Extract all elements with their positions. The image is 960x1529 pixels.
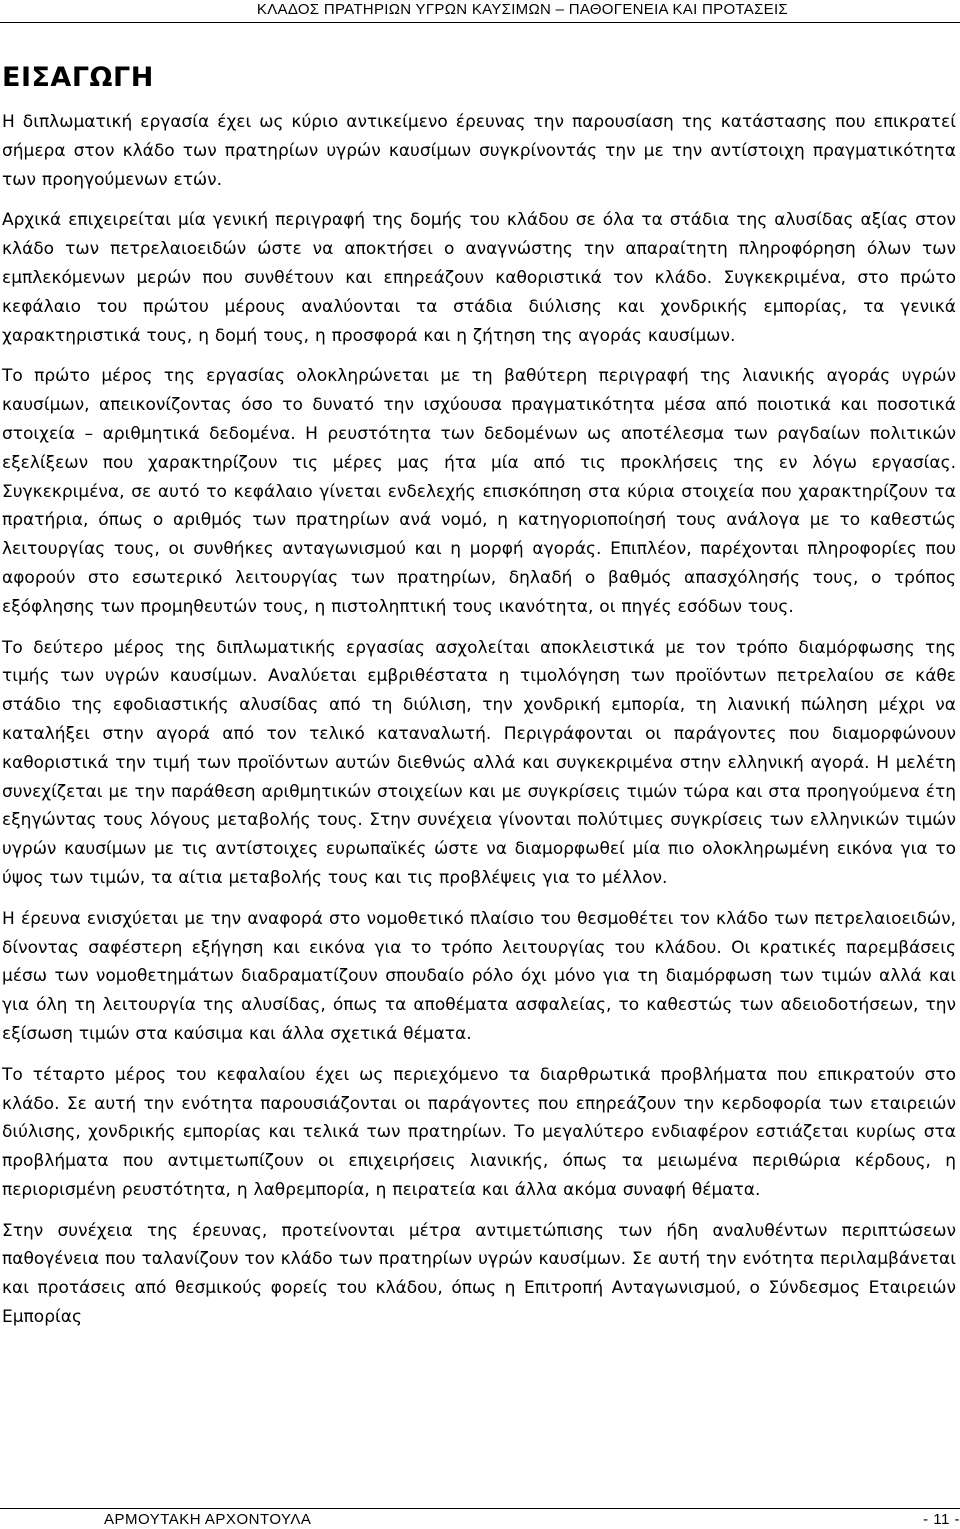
page-number: - 11 - — [923, 1511, 960, 1528]
paragraph-7: Στην συνέχεια της έρευνας, προτείνονται μέτρα αντιμετώπισης των ήδη αναλυθέντων περιπτώσεων παθογένεια που ταλανίζουν τον κλάδο των πρατηρίων υγρών καυσίμων. Σε αυτή την ενότητα περιλαμβάνεται και προτάσεις από θεσμικούς φορείς του κλάδου, όπως η Επιτροπή Ανταγωνισμού, ο Σύνδεσμος Εταιρειών Εμπορίας — [2, 1220, 956, 1328]
footer-divider — [0, 1508, 960, 1509]
paragraph-3: Το πρώτο μέρος της εργασίας ολοκληρώνεται με τη βαθύτερη περιγραφή της λιανικής αγοράς υγρών καυσίμων, απεικονίζοντας όσο το δυνατό την ισχύουσα πραγματικότητα μέσα από ποιοτικά και ποσοτικά στοιχεία – αριθμητικά δεδομένα. Η ρευστότητα των δεδομένων ως αποτέλεσμα των ραγδαίων πολιτικών εξελίξεων που χαρακτηρίζουν τις μέρες μας ήτα μία από τις προκλήσεις της εν λόγω εργασίας. Συγκεκριμένα, σε αυτό το κεφάλαιο γίνεται ενδελεχής επισκόπηση στα κύρια στοιχεία που χαρακτηρίζουν τα πρατήρια, όπως ο αριθμός των πρατηρίων ανά νομό, η κατηγοριοποίησή τους ανάλογα με το καθεστώς λειτουργίας τους, οι συνθήκες ανταγωνισμού και η μορφή αγοράς. Επιπλέον, παρέχονται πληροφορίες που αφορούν στο εσωτερικό λειτουργίας των πρατηρίων, δηλαδή ο βαθμός απασχόλησής τους, ο τρόπος εξόφλησης των προμηθευτών τους, η πιστοληπτική τους ικανότητα, οι πηγές εσόδων τους. — [2, 366, 956, 617]
footer-author: ΑΡΜΟΥΤΑΚΗ ΑΡΧΟΝΤΟΥΛΑ — [104, 1511, 312, 1528]
header-divider — [0, 22, 960, 23]
page-footer — [0, 1508, 960, 1529]
paragraph-4: Το δεύτερο μέρος της διπλωματικής εργασίας ασχολείται αποκλειστικά με τον τρόπο διαμόρφωσης της τιμής των υγρών καυσίμων. Αναλύεται εμβριθέστατα η τιμολόγηση των προϊόντων πετρελαίου σε κάθε στάδιο της εφοδιαστικής αλυσίδας από τη διύλιση, την χονδρική εμπορία, τη λιανική πώληση μέχρι να καταλήξει στην αγορά από τον τελικό καταναλωτή. Περιγράφονται οι παράγοντες που διαμορφώνουν καθοριστικά την τιμή των προϊόντων αυτών διεθνώς αλλά και συγκεκριμένα στην ελληνική αγορά. Η μελέτη συνεχίζεται με την παράθεση αριθμητικών στοιχείων και με συγκρίσεις τιμών τώρα και στα προηγούμενα έτη εξηγώντας τους λόγους μεταβολής τους. Στην συνέχεια γίνονται πολύτιμες συγκρίσεις των ελληνικών τιμών υγρών καυσίμων με τις αντίστοιχες ευρωπαϊκές ώστε να διαμορφωθεί μία πιο ολοκληρωμένη εικόνα για το ύψος των τιμών, τα αίτια μεταβολής τους και τις προβλέψεις για το μέλλον. — [2, 637, 956, 888]
paragraph-1: Η διπλωματική εργασία έχει ως κύριο αντικείμενο έρευνας την παρουσίαση της κατάστασης που επικρατεί σήμερα στον κλάδο των πρατηρίων υγρών καυσίμων συγκρίνοντάς την με την αντίστοιχη πραγματικότητα των προηγούμενων ετών. — [2, 112, 956, 190]
document-body — [2, 108, 956, 1344]
paragraph-2: Αρχικά επιχειρείται μία γενική περιγραφή της δομής του κλάδου σε όλα τα στάδια της αλυσίδας αξίας στον κλάδο των πετρελαιοειδών ώστε να αποκτήσει ο αναγνώστης την απαραίτητη πληροφόρηση όλων των εμπλεκόμενων μερών που συνθέτουν και επηρεάζουν καθοριστικά τον κλάδο. Συγκεκριμένα, στο πρώτο κεφάλαιο του πρώτου μέρους αναλύονται τα στάδια διύλισης και χονδρικής εμπορίας, τα γενικά χαρακτηριστικά τους, η δομή τους, η προσφορά και η ζήτηση της αγοράς καυσίμων. — [2, 210, 956, 346]
page-header — [0, 0, 960, 20]
paragraph-6: Το τέταρτο μέρος του κεφαλαίου έχει ως περιεχόμενο τα διαρθρωτικά προβλήματα που επικρατούν στο κλάδο. Σε αυτή την ενότητα παρουσιάζονται οι παράγοντες που επηρεάζουν την κερδοφορία των εταιρειών διύλισης, χονδρικής εμπορίας και τελικά των πρατηρίων. Το μεγαλύτερο ενδιαφέρον εστιάζεται κυρίως στα προβλήματα που αντιμετωπίζουν οι επιχειρήσεις λιανικής, όπως τα μειωμένα περιθώρια κέρδους, η περιορισμένη ρευστότητα, η λαθρεμπορία, η πειρατεία και άλλα ακόμα συναφή θέματα. — [2, 1064, 956, 1200]
section-title: ΕΙΣΑΓΩΓΗ — [2, 62, 154, 93]
running-header-title: ΚΛΑΔΟΣ ΠΡΑΤΗΡΙΩΝ ΥΓΡΩΝ ΚΑΥΣΙΜΩΝ – ΠΑΘΟΓΕΝΕΙΑ ΚΑΙ ΠΡΟΤΑΣΕΙΣ — [256, 1, 788, 18]
paragraph-5: Η έρευνα ενισχύεται με την αναφορά στο νομοθετικό πλαίσιο του θεσμοθέτει τον κλάδο των πετρελαιοειδών, δίνοντας σαφέστερη εξήγηση και εικόνα για το τρόπο λειτουργίας του κλάδου. Οι κρατικές παρεμβάσεις μέσω των νομοθετημάτων διαδραματίζουν σπουδαίο ρόλο όχι μόνο για τη διαμόρφωση των τιμών αλλά και για όλη τη λειτουργία της αλυσίδας, όπως τα αποθέματα ασφαλείας, το καθεστώς των αδειοδοτήσεων, την εξίσωση τιμών στα καύσιμα και άλλα σχετικά θέματα. — [2, 908, 956, 1044]
